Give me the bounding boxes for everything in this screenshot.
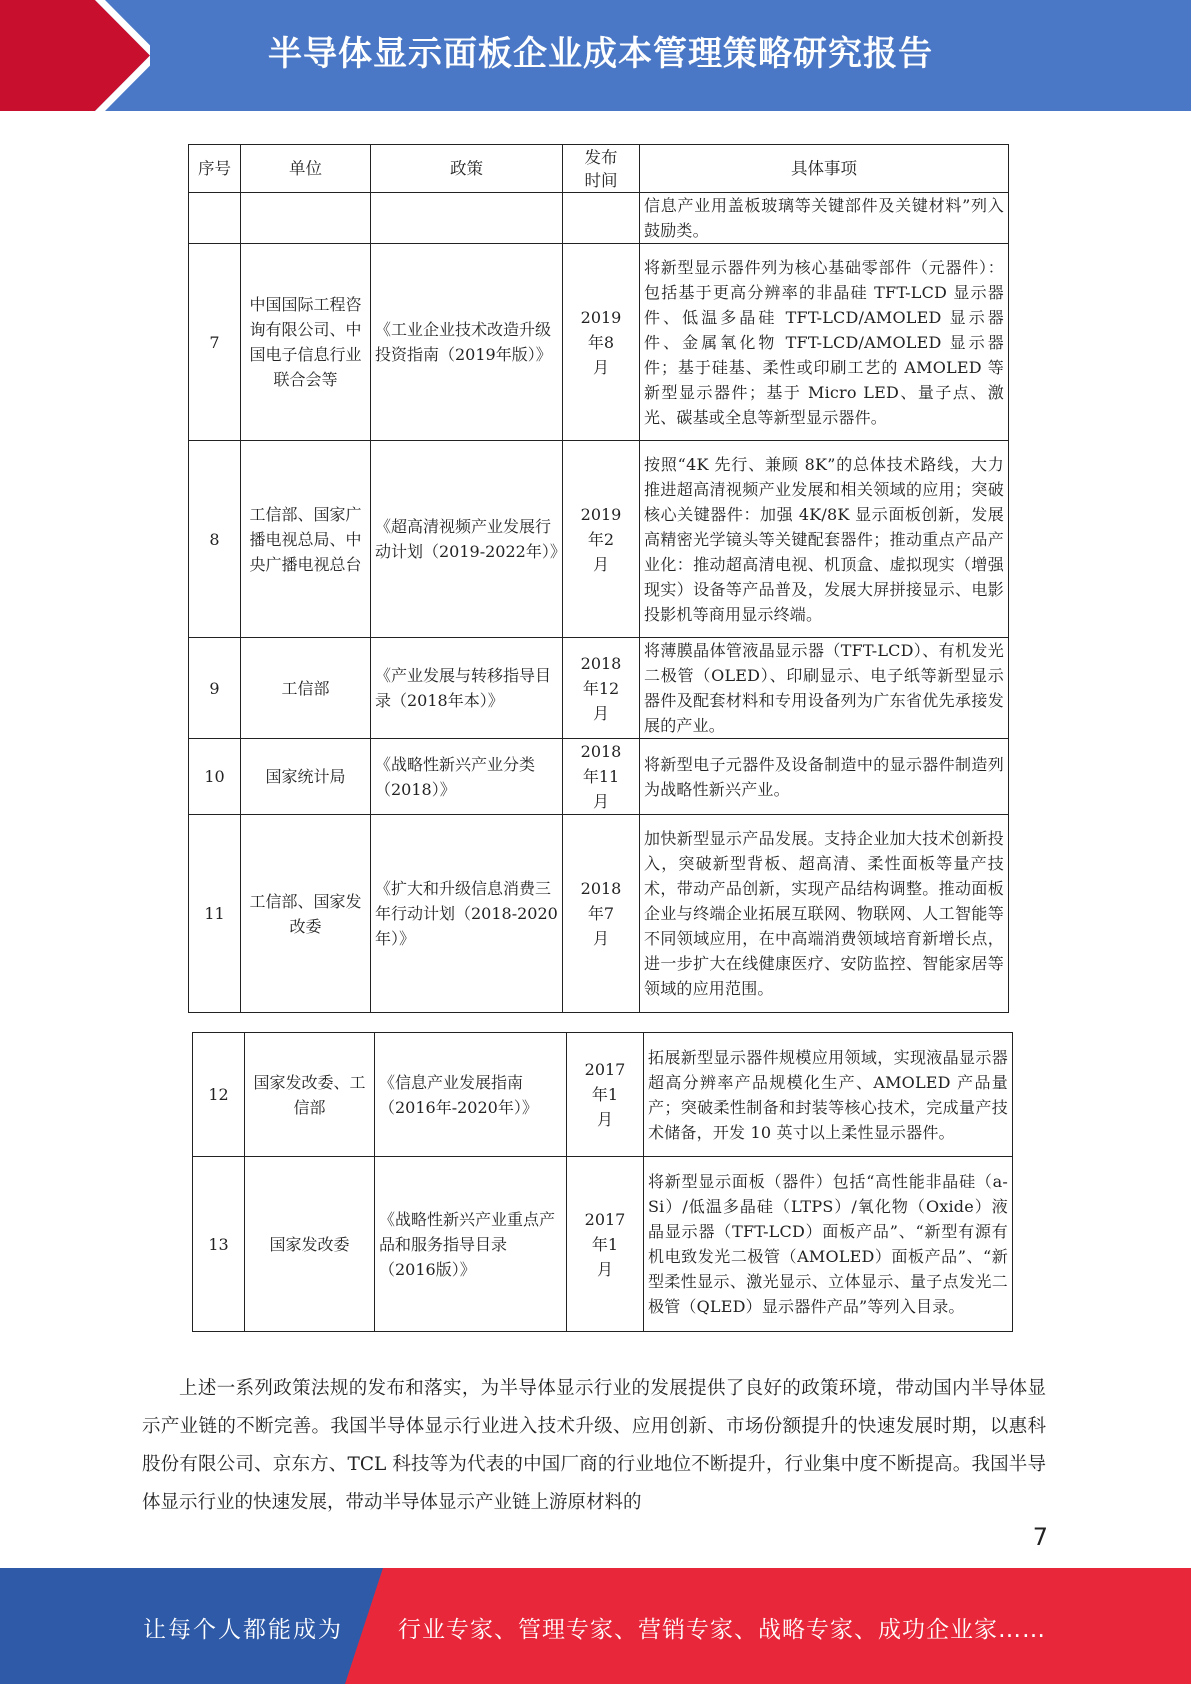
row-detail: 将新型电子元器件及设备制造中的显示器件制造列为战略性新兴产业。 — [640, 739, 1009, 815]
row-policy: 《扩大和升级信息消费三年行动计划（2018-2020年）》 — [371, 815, 563, 1013]
row-detail: 将新型显示面板（器件）包括“高性能非晶硅（a-Si）/低温多晶硅（LTPS）/氧化物（Oxide）液晶显示器（TFT-LCD）面板产品”、“新型有源有机电致发光二极管（AMOLED）面板产品”、“新型柔性显示、激光显示、立体显示、量子点发光二极管（QLED）显示器件产品”等列入目录。 — [644, 1157, 1013, 1332]
row-time: 2018年11月 — [563, 739, 640, 815]
row-unit: 国家发改委、工信部 — [245, 1033, 375, 1157]
header-time: 发布时间 — [563, 145, 640, 193]
row-detail: 将薄膜晶体管液晶显示器（TFT-LCD）、有机发光二极管（OLED）、印刷显示、电子纸等新型显示器件及配套材料和专用设备列为广东省优先承接发展的产业。 — [640, 638, 1009, 739]
row-detail: 按照“4K 先行、兼顾 8K”的总体技术路线，大力推进超高清视频产业发展和相关领域的应用；突破核心关键器件：加强 4K/8K 显示面板创新，发展高精密光学镜头等关键配套器件；推动重点产品产业化：推动超高清电视、机顶盒、虚拟现实（增强现实）设备等产品普及，发展大屏拼接显示、电影投影机等商用显示终端。 — [640, 441, 1009, 638]
table-header-row — [189, 145, 1009, 193]
table-row — [189, 739, 1009, 815]
row-detail: 信息产业用盖板玻璃等关键部件及关键材料”列入鼓励类。 — [640, 193, 1009, 244]
row-policy: 《信息产业发展指南（2016年-2020年）》 — [375, 1033, 567, 1157]
row-detail: 加快新型显示产品发展。支持企业加大技术创新投入，突破新型背板、超高清、柔性面板等量产技术，带动产品创新，实现产品结构调整。推动面板企业与终端企业拓展互联网、物联网、人工智能等不同领域应用，在中高端消费领域培育新增长点，进一步扩大在线健康医疗、安防监控、智能家居等领域的应用范围。 — [640, 815, 1009, 1013]
report-title: 半导体显示面板企业成本管理策略研究报告 — [268, 34, 933, 74]
row-policy: 《超高清视频产业发展行动计划（2019-2022年）》 — [371, 441, 563, 638]
row-time: 2017年1月 — [567, 1157, 644, 1332]
footer-slogan-right: 行业专家、管理专家、营销专家、战略专家、成功企业家…… — [398, 1617, 1046, 1643]
table-row — [189, 638, 1009, 739]
policy-table-part2 — [192, 1032, 1013, 1332]
table-row — [193, 1033, 1013, 1157]
table-row — [193, 1157, 1013, 1332]
header-detail: 具体事项 — [640, 145, 1009, 193]
row-detail: 将新型显示器件列为核心基础零部件（元器件）：包括基于更高分辨率的非晶硅 TFT-LCD 显示器件、低温多晶硅 TFT-LCD/AMOLED 显示器件、金属氧化物 TFT-LCD/AMOLED 显示器件；基于硅基、柔性或印刷工艺的 AMOLED 等新型显示器件；基于 Micro LED、量子点、激光、碳基或全息等新型显示器件。 — [640, 244, 1009, 441]
table-row — [189, 244, 1009, 441]
row-policy — [371, 193, 563, 244]
header-unit: 单位 — [241, 145, 371, 193]
row-unit: 工信部、国家发改委 — [241, 815, 371, 1013]
row-policy: 《产业发展与转移指导目录（2018年本）》 — [371, 638, 563, 739]
table-row — [189, 815, 1009, 1013]
row-no: 13 — [193, 1157, 245, 1332]
row-no: 7 — [189, 244, 241, 441]
row-no: 9 — [189, 638, 241, 739]
row-no — [189, 193, 241, 244]
row-unit — [241, 193, 371, 244]
page-number: 7 — [1032, 1523, 1048, 1551]
row-no: 12 — [193, 1033, 245, 1157]
row-time: 2019年8月 — [563, 244, 640, 441]
policy-table-part1 — [188, 144, 1009, 1013]
row-time — [563, 193, 640, 244]
table-row — [189, 193, 1009, 244]
row-no: 10 — [189, 739, 241, 815]
table-row — [189, 441, 1009, 638]
row-policy: 《战略性新兴产业重点产品和服务指导目录（2016版）》 — [375, 1157, 567, 1332]
row-unit: 中国国际工程咨询有限公司、中国电子信息行业联合会等 — [241, 244, 371, 441]
row-time: 2019年2月 — [563, 441, 640, 638]
row-no: 11 — [189, 815, 241, 1013]
row-no: 8 — [189, 441, 241, 638]
row-time: 2017年1月 — [567, 1033, 644, 1157]
row-unit: 工信部 — [241, 638, 371, 739]
header-bar — [0, 0, 1191, 111]
row-policy: 《工业企业技术改造升级投资指南（2019年版）》 — [371, 244, 563, 441]
row-detail: 拓展新型显示器件规模应用领域，实现液晶显示器超高分辨率产品规模化生产、AMOLED 产品量产；突破柔性制备和封装等核心技术，完成量产技术储备，开发 10 英寸以上柔性显示器件。 — [644, 1033, 1013, 1157]
header-policy: 政策 — [371, 145, 563, 193]
row-time: 2018年12月 — [563, 638, 640, 739]
row-unit: 工信部、国家广播电视总局、中央广播电视总台 — [241, 441, 371, 638]
row-unit: 国家统计局 — [241, 739, 371, 815]
row-policy: 《战略性新兴产业分类（2018）》 — [371, 739, 563, 815]
footer-slogan-left: 让每个人都能成为 — [143, 1617, 343, 1643]
row-time: 2018年7月 — [563, 815, 640, 1013]
body-paragraph: 上述一系列政策法规的发布和落实，为半导体显示行业的发展提供了良好的政策环境，带动国内半导体显示产业链的不断完善。我国半导体显示行业进入技术升级、应用创新、市场份额提升的快速发展时期，以惠科股份有限公司、京东方、TCL 科技等为代表的中国厂商的行业地位不断提升，行业集中度不断提高。我国半导体显示行业的快速发展，带动半导体显示产业链上游原材料的 — [142, 1378, 1046, 1513]
header-no: 序号 — [189, 145, 241, 193]
row-unit: 国家发改委 — [245, 1157, 375, 1332]
